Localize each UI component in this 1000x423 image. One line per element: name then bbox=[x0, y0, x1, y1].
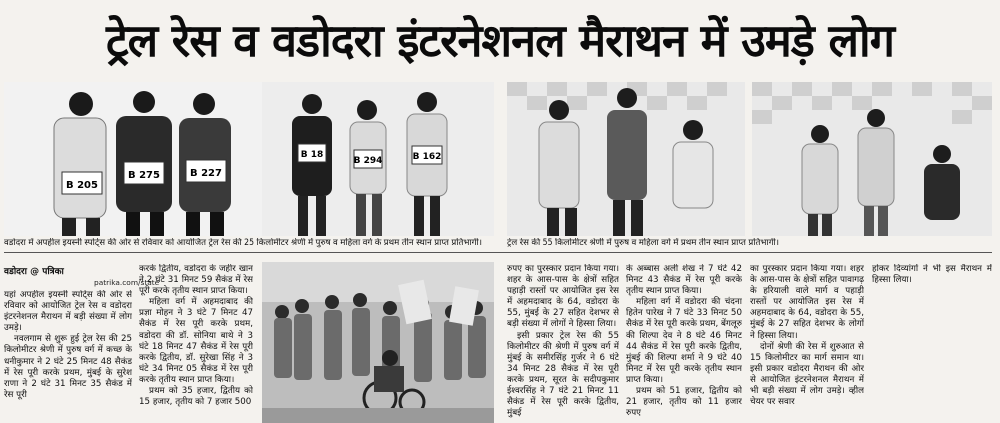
paragraph: होकर दिव्यांगों ने भी इस मैराथन में हिस्सा लिया। bbox=[872, 264, 992, 286]
paragraph: इसी प्रकार ट्रेल रेस की 55 किलोमीटर की श्रेणी में पुरुष वर्ग में मुंबई के समीरसिंह गुर्जर ने 6 घंटे 34 मिनट 28 सैकंड में रेस पूरी करके प्रथम, सूरत के सदीपकुमार ईश्वरसिंह ने 7 घंटे 21 मिनट 11 सैकंड में रेस पूरी करके द्वितीय, मुंबई bbox=[507, 330, 619, 419]
article-column-3 bbox=[507, 264, 619, 423]
paragraph: के अब्बास अली शेख ने 7 घंटे 42 मिनट 43 सैकंड में रेस पूरी करके तृतीय स्थान प्राप्त किया। bbox=[626, 264, 742, 297]
paragraph: प्रथम को 51 हजार, द्वितीय को 21 हजार, तृतीय को 11 हजार रुपए bbox=[626, 386, 742, 419]
photo-trail-women-55km bbox=[752, 82, 992, 236]
photo-marathon-crowd bbox=[262, 262, 494, 423]
bib-2: B 275 bbox=[128, 170, 160, 181]
bib-5: B 294 bbox=[353, 156, 383, 166]
divider-top bbox=[4, 252, 992, 253]
paragraph: यहां अपहील इयस्नी स्पोर्ट्स की ओर से रविवार को आयोजित ट्रेल रेस व वडोदरा इंटरनेशनल मैराथन में बड़ी संख्या में लोग उमड़े। bbox=[4, 290, 132, 334]
paragraph: रुपए का पुरस्कार प्रदान किया गया। शहर के आस-पास के क्षेत्रों सहित पहाड़ी रास्तों पर आयोजित इस रेस में अहमदाबाद के 64, वडोदरा के 55, मुंबई के 27 सहित देशभर से बड़ी संख्या में लोगों ने हिस्सा लिया। bbox=[507, 264, 619, 330]
caption-right: ट्रेल रेस की 55 किलोमीटर श्रेणी में पुरुष व महिला वर्ग में प्रथम तीन स्थान प्राप्त प्रतिभागी। bbox=[507, 238, 780, 248]
bib-6: B 162 bbox=[412, 152, 442, 162]
bib-4: B 18 bbox=[300, 150, 324, 160]
bib-3: B 227 bbox=[190, 168, 222, 179]
article-column-5 bbox=[750, 264, 864, 423]
photo-trail-men-25km bbox=[4, 82, 262, 236]
article-column-1 bbox=[4, 290, 132, 423]
byline: वडोदरा @ पत्रिका bbox=[4, 267, 64, 277]
bib-1: B 205 bbox=[66, 180, 98, 191]
source-url: patrika.com/state bbox=[94, 278, 160, 287]
paragraph: महिला वर्ग में वडोदरा की चंदना हितेन पारेख ने 7 घंटे 33 मिनट 50 सैकंड में रेस पूरी करके प्रथम, बेंगलूरु की शिल्पा देव ने 8 घंटे 46 मिनट 44 सैकंड में रेस पूरी करके द्वितीय, मुंबई की शिल्पा शर्मा ने 9 घंटे 40 मिनट में रेस पूरी करके तृतीय स्थान प्राप्त किया। bbox=[626, 297, 742, 385]
paragraph: दोनों श्रेणी की रेस में शुरुआत से 15 किलोमीटर का मार्ग समान था। इसी प्रकार वडोदरा मैराथन की ओर से आयोजित इंटरनेशनल मैराथन में भी बड़ी संख्या में लोग उमड़े। व्हील चेयर पर सवार bbox=[750, 341, 864, 408]
paragraph: नवलगाम से शुरू हुई ट्रेल रेस की 25 किलोमीटर श्रेणी में पुरुष वर्ग में कच्छ के धनीकुमार ने 2 घंटे 25 मिनट 48 सैकंड में रेस पूरी करके प्रथम, मुंबई के सुरेश राणा ने 2 घंटे 31 मिनट 35 सैकंड में रेस पूरी bbox=[4, 334, 132, 400]
article-column-2 bbox=[139, 264, 253, 423]
headline: ट्रेल रेस व वडोदरा इंटरनेशनल मैराथन में उमड़े लोग bbox=[105, 13, 895, 67]
paragraph: महिला वर्ग में अहमदाबाद की प्रज्ञा मोहन ने 3 घंटे 7 मिनट 47 सैकंड में रेस पूरी करके प्रथम, वडोदरा की डॉ. सोनिया बाथे ने 3 घंटे 18 मिनट 47 सैकंड में रेस पूरी करके द्वितीय, डॉ. सुरेखा सिंह ने 3 घंटे 34 मिनट 05 सैकंड में रेस पूरी करके तृतीय स्थान प्राप्त किया। bbox=[139, 297, 253, 385]
article-column-4 bbox=[626, 264, 742, 423]
photo-trail-women-25km bbox=[262, 82, 494, 236]
article-column-6 bbox=[872, 264, 992, 304]
photo-trail-men-55km bbox=[507, 82, 745, 236]
caption-left: वडोदरा में अपहील इयस्नी स्पोर्ट्स की ओर से रविवार को आयोजित ट्रेल रेस की 25 किलोमीटर श्रेणी में पुरुष व महिला वर्ग के प्रथम तीन स्थान प्राप्त प्रतिभागी। bbox=[4, 238, 482, 248]
paragraph: करके द्वितीय, वडोदरा के जहीर खान ने 2 घंटे 31 मिनट 59 सैकंड में रेस पूरी करके तृतीय स्थान प्राप्त किया। bbox=[139, 264, 253, 297]
paragraph: का पुरस्कार प्रदान किया गया। शहर के आस-पास के क्षेत्रों सहित पावागढ़ के हरियाली वाले मार्ग व पहाड़ी रास्तों पर आयोजित इस रेस में अहमदाबाद के 64, वडोदरा के 55, मुंबई के 27 सहित देशभर के लोगों ने हिस्सा लिया। bbox=[750, 264, 864, 341]
paragraph: प्रथम को 35 हजार, द्वितीय को 15 हजार, तृतीय को 7 हजार 500 bbox=[139, 386, 253, 408]
